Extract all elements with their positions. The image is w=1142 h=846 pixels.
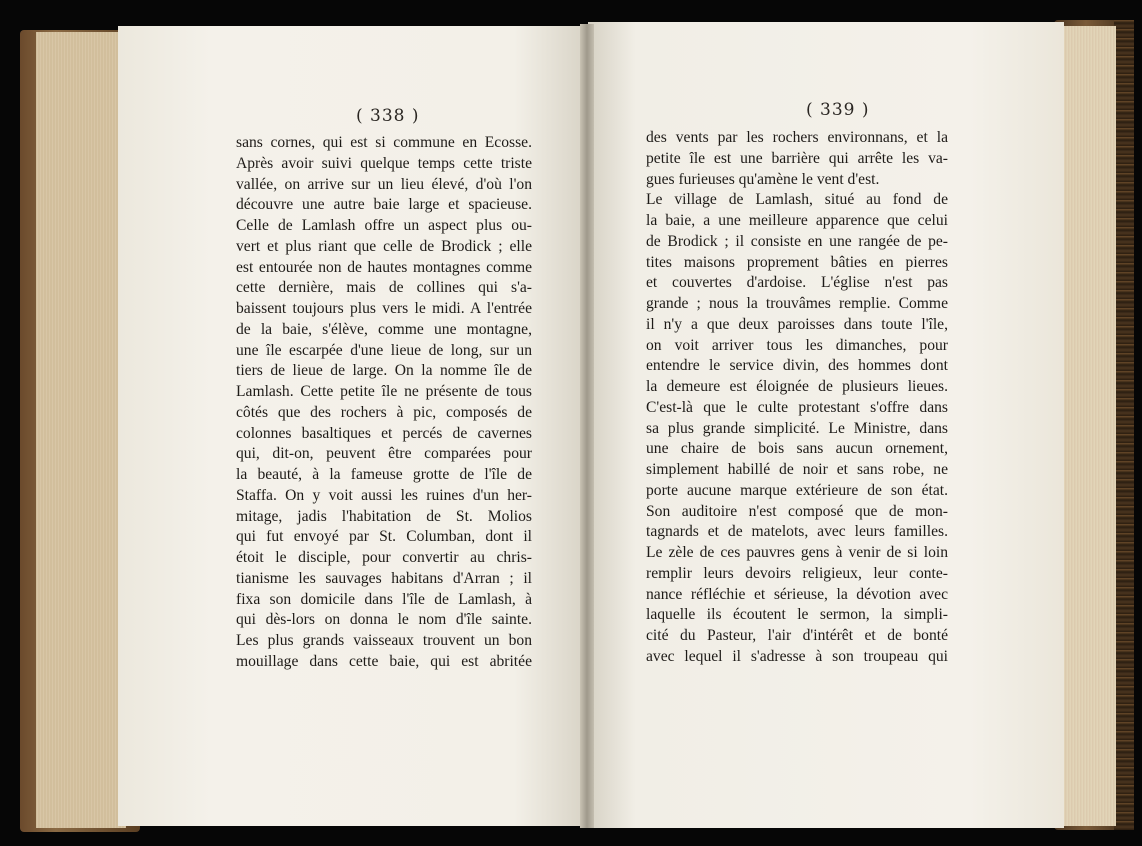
page-stack-left (36, 32, 126, 828)
text-line: la baie, a une meilleure apparence que celui (646, 212, 948, 229)
text-line: côtés que des rochers à pic, composés de (236, 403, 532, 421)
text-line: qui fut envoyé par St. Columban, dont il (236, 528, 532, 546)
text-line: nance réfléchie et sérieuse, la dévotion avec (646, 585, 948, 603)
text-line: baissent toujours plus vers le midi. A l'entrée (236, 300, 532, 317)
text-line: mitage, jadis l'habitation de St. Molios (236, 507, 532, 525)
text-line: laquelle ils écoutent le sermon, la simpli- (646, 606, 948, 624)
text-line: simplement habillé de noir et sans robe, ne (646, 461, 948, 478)
left-page-number: ( 338 ) (356, 106, 420, 126)
text-line: petite île est une barrière qui arrête les va- (646, 149, 948, 167)
text-line: une île escarpée d'une lieue de long, sur un (236, 341, 532, 359)
left-page-text (236, 133, 532, 673)
text-line: C'est-là que le culte protestant s'offre dans (646, 398, 948, 416)
text-line: qui, dit-on, peuvent être comparées pour (236, 445, 532, 463)
text-line: Celle de Lamlash offre un aspect plus ou- (236, 217, 532, 234)
text-line: Après avoir suivi quelque temps cette triste (236, 154, 532, 172)
cover-edge-texture (1114, 20, 1134, 830)
text-line: tianisme les sauvages habitans d'Arran ; il (236, 569, 532, 587)
text-line: mouillage dans cette baie, qui est abritée (236, 652, 532, 670)
text-line: tites maisons proprement bâties en pierres (646, 253, 948, 271)
text-line: Les plus grands vaisseaux trouvent un bon (236, 632, 532, 649)
text-line: une chaire de bois sans aucun ornement, (646, 440, 948, 458)
text-line: grande ; nous la trouvâmes remplie. Comme (646, 295, 948, 312)
text-line: il n'y a que deux paroisses dans toute l'île, (646, 315, 948, 333)
text-line: tiers de lieue de large. On la nomme île de (236, 362, 532, 380)
text-line: Lamlash. Cette petite île ne présente de tous (236, 383, 532, 400)
text-line: entendre le service divin, des hommes dont (646, 357, 948, 375)
text-line: sa plus grande simplicité. Le Ministre, dans (646, 419, 948, 437)
text-line: et couvertes d'ardoise. L'église n'est pas (646, 274, 948, 292)
right-page-text (646, 128, 948, 668)
text-line: cette dernière, mais de collines qui s'a- (236, 279, 532, 297)
text-line: des vents par les rochers environnans, et la (646, 129, 948, 146)
text-line: est entourée non de hautes montagnes comme (236, 258, 532, 276)
text-line: de Brodick ; il consiste en une rangée de pe- (646, 232, 948, 250)
text-line: cité du Pasteur, l'air d'intérêt et de bonté (646, 627, 948, 644)
text-line: avec lequel il s'adresse à son troupeau qui (646, 647, 948, 665)
text-line: tagnards et de matelots, avec leurs familles. (646, 523, 948, 541)
text-line: vallée, on arrive sur un lieu élevé, d'où l'on (236, 175, 532, 193)
text-line: de la baie, s'élève, comme une montagne, (236, 320, 532, 338)
text-line: porte aucune marque extérieure de son état. (646, 481, 948, 499)
right-page-number: ( 339 ) (806, 100, 870, 120)
text-line: fixa son domicile dans l'île de Lamlash, à (236, 590, 532, 608)
text-line: étoit le disciple, pour convertir au chris- (236, 549, 532, 566)
text-line: colonnes basaltiques et percés de cavernes (236, 424, 532, 442)
text-line: la demeure est éloignée de plusieurs lieues. (646, 378, 948, 395)
text-line: la beauté, à la fameuse grotte de l'île de (236, 466, 532, 483)
text-line: sans cornes, qui est si commune en Ecosse. (236, 134, 532, 151)
text-line: vert et plus riant que celle de Brodick ; elle (236, 237, 532, 255)
text-line: remplir leurs devoirs religieux, leur conte- (646, 564, 948, 582)
page-stack-right (1060, 26, 1116, 826)
text-line: gues furieuses qu'amène le vent d'est. (646, 170, 880, 188)
text-line: on voit arriver tous les dimanches, pour (646, 336, 948, 354)
text-line: Le village de Lamlash, situé au fond de (646, 191, 948, 209)
book-gutter (580, 24, 594, 828)
text-line: qui dès-lors on donna le nom d'île sainte. (236, 611, 532, 629)
text-line: Son auditoire n'est composé que de mon- (646, 502, 948, 520)
text-line: découvre une autre baie large et spacieuse. (236, 196, 532, 214)
text-line: Staffa. On y voit aussi les ruines d'un her- (236, 486, 532, 504)
text-line: Le zèle de ces pauvres gens à venir de si loin (646, 544, 948, 561)
